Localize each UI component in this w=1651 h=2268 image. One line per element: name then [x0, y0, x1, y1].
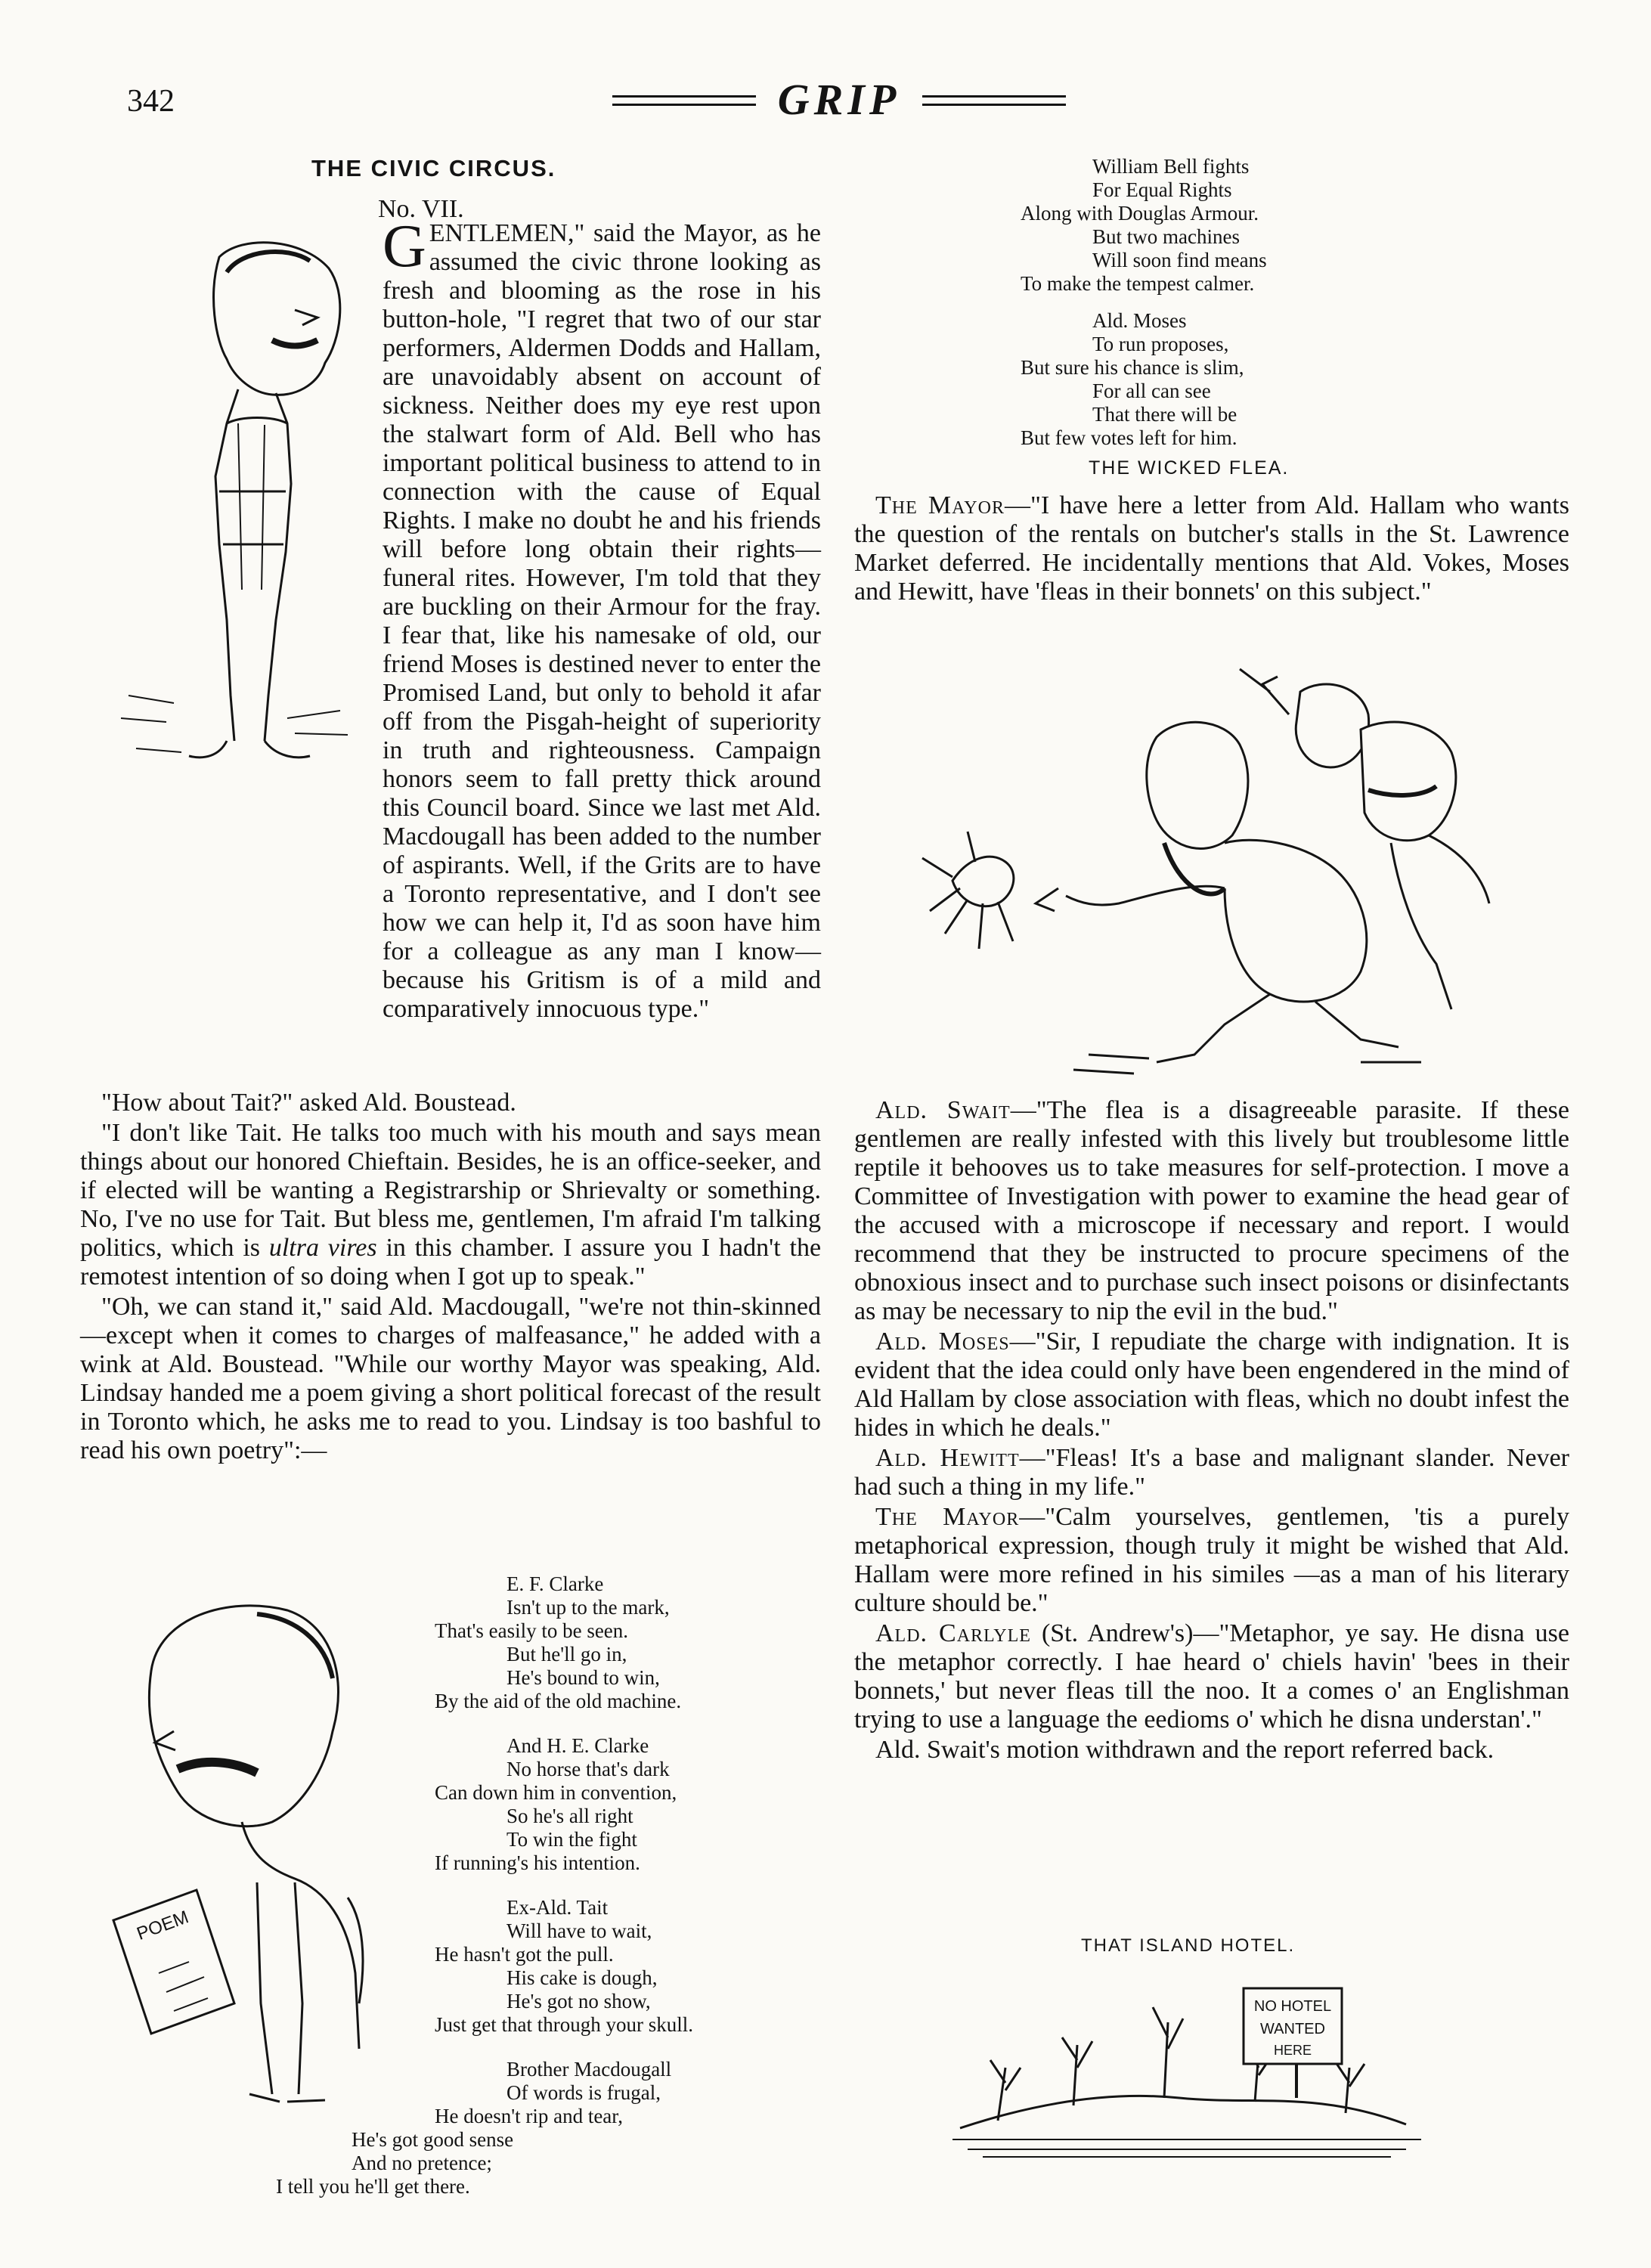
- masthead-rule-right: [922, 95, 1066, 106]
- poem-line: To make the tempest calmer.: [1021, 272, 1255, 295]
- mayor-reply-text: —"Calm yourselves, gentlemen, 'tis a purely metaphorical expression, though truly it might be wished that Ald. Hallam were more refined in his similes —as a man of his literary culture should be.": [854, 1503, 1569, 1617]
- poem-stanza: [435, 1896, 693, 2037]
- poem-line: He hasn't got the pull.: [435, 1943, 614, 1966]
- tait-reply-text-b: in this chamber. I assure you I hadn't the remotest intention of so doing when I got up to speak.": [80, 1234, 822, 1290]
- poem-line: Brother Macdougall: [506, 2058, 672, 2081]
- hewitt-text: —"Fleas! It's a base and malignant slander. Never had such a thing in my life.": [854, 1444, 1569, 1501]
- poem-line: Will soon find means: [1092, 249, 1267, 271]
- poem-stanza: [276, 2058, 693, 2198]
- macdougall-paragraph: "Oh, we can stand it," said Ald. Macdougall, "we're not thin-skinned—except when it comes to charges of malfeasance," he added with a wink at Ald. Boustead. "While our worthy Mayor was speaking, Ald. Lindsay handed me a poem giving a short political forecast of the result in Toronto which, he asks me to read to you. Lindsay is too bashful to read his own poetry":—: [80, 1293, 821, 1464]
- wicked-flea-illustration: [907, 662, 1497, 1085]
- island-hotel-subheading: THAT ISLAND HOTEL.: [1081, 1935, 1296, 1956]
- masthead-title: GRIP: [777, 75, 901, 124]
- poem-line: For all can see: [1092, 380, 1211, 402]
- tait-question-paragraph: "How about Tait?" asked Ald. Boustead.: [101, 1089, 516, 1117]
- speaker-ald-carlyle: Ald. Carlyle: [875, 1619, 1031, 1647]
- motion-withdrawn-paragraph: Ald. Swait's motion withdrawn and the report referred back.: [875, 1736, 1495, 1764]
- poem-line: That there will be: [1092, 403, 1237, 426]
- poem-line: And no pretence;: [352, 2152, 492, 2174]
- tait-reply-text-a: "I don't like Tait. He talks too much with his mouth and says mean things about our honored Chieftain. Besides, he is an office-seeker, and if elected will be wanting a Registrarship or Shrievalty or something. No, I've no use for Tait. But bless me, gentlemen, I'm afraid I'm talking politics, which is: [80, 1119, 821, 1262]
- poem-line: To run proposes,: [1092, 333, 1229, 355]
- swait-paragraph: [854, 1096, 1569, 1326]
- poem-line: He's bound to win,: [506, 1666, 660, 1689]
- speaker-the-mayor: The Mayor: [875, 491, 1005, 519]
- drop-cap: G: [383, 213, 426, 280]
- sign-line-2: WANTED: [1260, 2021, 1325, 2037]
- article-opening-paragraph: [80, 213, 821, 1025]
- poem-line: E. F. Clarke: [506, 1572, 604, 1595]
- island-hotel-illustration: [952, 1977, 1421, 2162]
- poem-line: Ex-Ald. Tait: [506, 1896, 609, 1919]
- poem-line: Of words is frugal,: [506, 2081, 661, 2104]
- right-poem: [1021, 155, 1267, 450]
- carlyle-text: (St. Andrew's)—"Metaphor, ye say. He disna use the metaphor correctly. I hae heard o' chiels havin' 'bees in their bonnets,' but never fleas till the noo. It a comes o' an Englishman trying to use a language the eedioms o' which he disna understan'.": [854, 1619, 1569, 1734]
- poem-line: Will have to wait,: [506, 1919, 652, 1942]
- mayor-letter-paragraph: [854, 491, 1569, 608]
- poem-line: But he'll go in,: [506, 1643, 627, 1665]
- page-number: 342: [127, 84, 175, 119]
- poem-line: But few votes left for him.: [1021, 426, 1237, 449]
- poem-line: And H. E. Clarke: [506, 1734, 649, 1757]
- masthead: [612, 74, 1066, 127]
- poem-line: Isn't up to the mark,: [506, 1596, 670, 1619]
- poem-line: But two machines: [1092, 225, 1240, 248]
- moses-paragraph: [854, 1328, 1569, 1442]
- poem-line: That's easily to be seen.: [435, 1619, 629, 1642]
- poem-line: But sure his chance is slim,: [1021, 356, 1244, 379]
- speaker-ald-swait: Ald. Swait: [875, 1096, 1011, 1124]
- speaker-ald-hewitt: Ald. Hewitt: [875, 1444, 1020, 1472]
- sign-line-1: NO HOTEL: [1253, 1998, 1332, 2015]
- left-body-text: [80, 1089, 821, 1467]
- tait-reply-paragraph: [80, 1119, 821, 1291]
- poem-stanza: [1021, 155, 1267, 296]
- moses-text: —"Sir, I repudiate the charge with indignation. It is evident that the idea could only have been engendered in the mind of Ald Hallam by close association with fleas, which no doubt infest the hides in which he deals.": [854, 1328, 1569, 1442]
- lindsay-caricature-illustration: [106, 1580, 423, 2124]
- poem-line: To win the fight: [506, 1828, 637, 1851]
- poem-stanza: [1021, 309, 1267, 450]
- poem-line: By the aid of the old machine.: [435, 1690, 682, 1712]
- article-heading: THE CIVIC CIRCUS.: [311, 155, 556, 181]
- poem-line: If running's his intention.: [435, 1851, 640, 1874]
- poem-line: William Bell fights: [1092, 155, 1250, 178]
- lindsay-poem: [276, 1572, 693, 2220]
- hewitt-paragraph: [854, 1444, 1569, 1501]
- poem-line: He doesn't rip and tear,: [435, 2105, 623, 2127]
- mayor-letter-text: —"I have here a letter from Ald. Hallam who wants the question of the rentals on butcher's stalls in the St. Lawrence Market deferred. He incidentally mentions that Ald. Vokes, Moses and Hewitt, have 'fleas in their bonnets' on this subject.": [854, 491, 1569, 606]
- poem-line: His cake is dough,: [506, 1966, 658, 1989]
- poem-line: He's got good sense: [352, 2128, 514, 2151]
- poem-stanza: [435, 1734, 693, 1875]
- article-number: No. VII.: [378, 195, 464, 223]
- swait-text: —"The flea is a disagreeable parasite. If these gentlemen are really infested with this lively but troublesome little reptile it behooves us to take measures for self-protection. I move a Committee of Investigation with power to examine the head gear of the accused with a microscope if necessary and report. I would recommend that they be instructed to procure specimens of the obnoxious insect and to purchase such insect poisons or disinfectants as may be necessary to nip the evil in the bud.": [854, 1096, 1569, 1325]
- sign-line-3: HERE: [1273, 2043, 1312, 2058]
- poem-line: Along with Douglas Armour.: [1021, 202, 1259, 225]
- poem-line: Can down him in convention,: [435, 1781, 677, 1804]
- speaker-the-mayor: The Mayor: [875, 1503, 1020, 1531]
- speaker-ald-moses: Ald. Moses: [875, 1328, 1010, 1356]
- ultra-vires-italic: ultra vires: [268, 1234, 377, 1262]
- carlyle-paragraph: [854, 1619, 1569, 1734]
- poem-stanza: [435, 1572, 693, 1713]
- debate-paragraphs: [854, 1096, 1569, 1766]
- poem-line: No horse that's dark: [506, 1758, 670, 1780]
- mayor-reply-paragraph: [854, 1503, 1569, 1618]
- poem-line: Ald. Moses: [1092, 309, 1187, 332]
- poem-line: I tell you he'll get there.: [276, 2175, 470, 2198]
- poem-line: Just get that through your skull.: [435, 2013, 693, 2036]
- scroll-label: POEM: [134, 1907, 192, 1944]
- wicked-flea-subheading: THE WICKED FLEA.: [1089, 457, 1290, 479]
- poem-line: For Equal Rights: [1092, 178, 1232, 201]
- opening-paragraph-text: ENTLEMEN," said the Mayor, as he assumed the civic throne looking as fresh and blooming as the rose in his button-hole, "I regret that two of our star performers, Aldermen Dodds and Hallam, are unavoidably absent on account of sickness. Neither does my eye rest upon the stalwart form of Ald. Bell who has important political business to attend to in connection with the cause of Equal Rights. I make no doubt he and his friends will before long obtain their rights—funeral rites. However, I'm told that they are buckling on their Armour for the fray. I fear that, like his namesake of old, our friend Moses is destined never to enter the Promised Land, but only to behold it afar off from the Pisgah-height of superiority in truth and righteousness. Campaign honors seem to fall pretty thick around this Council board. Since we last met Ald. Macdougall has been added to the number of aspirants. Well, if the Grits are to have a Toronto representative, and I don't see how we can help it, I'd as soon have him for a colleague as any man I know—because his Gritism is of a mild and comparatively innocuous type.": [383, 219, 821, 1023]
- poem-line: So he's all right: [506, 1805, 633, 1827]
- poem-line: He's got no show,: [506, 1990, 651, 2012]
